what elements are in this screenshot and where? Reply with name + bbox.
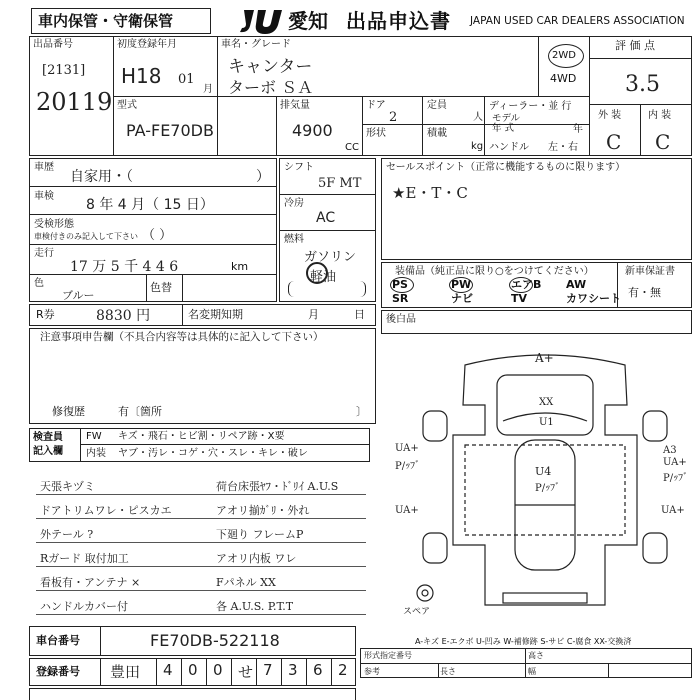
plate-cell: せ [238, 663, 254, 681]
exterior-grade: C [606, 130, 622, 154]
plate-region: 豊田 [110, 663, 141, 681]
shift-label: シフト [284, 162, 314, 173]
mileage-unit: km [231, 260, 249, 273]
plate-label: 登録番号 [36, 665, 80, 678]
ju-logo [238, 6, 288, 36]
steering-options: 左・右 [548, 142, 578, 153]
selling-points-box [381, 158, 692, 260]
registration-label: 初度登録年月 [117, 39, 177, 50]
displacement-value: 4900 [292, 121, 333, 140]
association-name: JAPAN USED CAR DEALERS ASSOCIATION [470, 15, 685, 27]
displacement-label: 排気量 [280, 100, 310, 111]
remark-right: 下廻り フレームP [216, 528, 304, 541]
plate-cell-divider [156, 658, 157, 686]
diagram-right-mark-2: UA+ [663, 457, 687, 468]
model-name: キャンター [228, 57, 313, 77]
diagram-mark-u4: U4 [535, 465, 552, 478]
doors-label: ドア [366, 100, 386, 111]
equipment-item: AW [566, 278, 587, 291]
equipment-circle-mark [449, 277, 473, 293]
equipment-item: SR [392, 292, 409, 305]
rear-items-label: 後白品 [386, 314, 416, 325]
vehicle-diagram [395, 345, 695, 635]
equipment-item: エアB [511, 278, 542, 291]
remark-rule [36, 614, 366, 615]
remark-right: アオリ内板 ワレ [216, 552, 297, 565]
plate-cell: 3 [288, 661, 298, 679]
rating-score: 3.5 [625, 72, 660, 97]
remark-left: 天張キヅミ [40, 480, 95, 493]
shift-value: 5F MT [318, 176, 362, 191]
diagram-right-mark-4: UA+ [661, 505, 685, 516]
diagram-left-mark-2: P/ｯﾌﾞ [395, 461, 421, 472]
model-year-label: モデル 年 式 [492, 113, 521, 134]
color-value: ブルー [62, 289, 95, 302]
ac-value: AC [316, 210, 336, 226]
in-items: ヤブ・汚レ・コゲ・穴・スレ・キレ・破レ [118, 448, 308, 459]
remark-right: アオリ揃ｶﾞﾘ・外れ [216, 504, 310, 517]
plate-cell: 0 [188, 661, 198, 679]
lot-sub-number: [2131] [42, 63, 86, 78]
plate-cell-divider [256, 658, 257, 686]
warranty-value: 有・無 [628, 286, 661, 299]
remark-rule [36, 494, 366, 495]
registration-month-unit: 月 [203, 84, 213, 95]
equipment-item: PS [392, 278, 408, 291]
acceptance-paren: （ ） [142, 228, 173, 243]
rating-label: 評 価 点 [615, 39, 655, 52]
plate-cell: 2 [338, 661, 348, 679]
ac-label: 冷房 [284, 198, 304, 209]
diagram-mark-xx: XX [539, 397, 554, 408]
plate-cell-divider [231, 658, 232, 686]
repair-label: 修復歴 [52, 405, 85, 418]
doors-value: 2 [389, 110, 398, 125]
fw-items: キズ・飛石・ヒビ割・リペア跡・X要 [118, 431, 285, 442]
checker-label: 検査員 記入欄 [33, 432, 63, 457]
model-label: 車名・グレード [221, 39, 291, 50]
remark-left: ドアトリムワレ・ピスカエ [40, 504, 172, 517]
interior-label: 内 装 [648, 110, 672, 121]
type-value: PA-FE70DB [126, 121, 214, 140]
type-label: 型式 [117, 100, 137, 111]
remark-left: ハンドルカバー付 [40, 600, 128, 613]
chassis-label: 車台番号 [36, 634, 80, 647]
interior-grade: C [655, 130, 671, 154]
plate-cell: 4 [163, 661, 173, 679]
selling-points-label: セールスポイント（正常に機能するものに限ります） [386, 162, 626, 173]
remark-rule [36, 590, 366, 591]
load-label: 積載 [427, 128, 447, 139]
mileage-value: 17 万 5 千 4 4 6 [70, 259, 179, 275]
acceptance-note: 車検付きのみ記入して下さい [34, 232, 138, 241]
remark-right: 荷台床張ﾔﾌ・ﾄﾞﾘｲ A.U.S [216, 480, 339, 493]
exterior-label: 外 装 [598, 110, 622, 121]
remark-rule [36, 566, 366, 567]
year-unit: 年 [573, 124, 583, 135]
usage-label: 車歴 [34, 162, 54, 173]
notes-label: 注意事項申告欄（不具合内容等は具体的に記入して下さい） [40, 331, 324, 343]
model-grade: ターボ ＳＡ [228, 78, 314, 97]
drive-alt: 4WD [550, 72, 577, 85]
diagram-mark-pbub: P/ｯﾌﾞ [535, 483, 561, 494]
fuel-other: 軽油 [310, 270, 337, 285]
usage-value: 自家用・（ [70, 169, 133, 185]
width-label: 幅 [528, 667, 536, 676]
warranty-label: 新車保証書 [625, 266, 675, 277]
fuel-label: 燃料 [284, 234, 304, 245]
repair-value: 有〔箇所 [118, 405, 162, 418]
diagram-left-mark-1: UA+ [395, 443, 419, 454]
diagram-right-mark-3: P/ｯﾌﾞ [663, 473, 689, 484]
plate-cell-divider [281, 658, 282, 686]
tax-label: 名変期知期 [188, 308, 243, 321]
capacity-label: 定員 [427, 100, 447, 111]
equipment-item: ナビ [451, 292, 473, 305]
inspection-value: 8 年 4 月（ 15 日） [86, 197, 214, 213]
size-label: 形式指定番号 [364, 651, 412, 660]
plate-cell-divider [206, 658, 207, 686]
tax-month: 月 [308, 308, 319, 321]
mileage-label: 走行 [34, 248, 54, 259]
remark-left: Rガード 取付加工 [40, 552, 129, 565]
height-label: 高さ [528, 651, 544, 660]
plate-cell: 6 [313, 661, 323, 679]
spare-label: スペア [403, 607, 431, 617]
equipment-item: TV [511, 292, 528, 305]
remark-right: Fパネル XX [216, 576, 276, 589]
registration-month: 01 [178, 72, 195, 87]
steering-label: ハンドル [489, 142, 529, 153]
equipment-circle-mark [509, 277, 533, 293]
length-label: 長さ [440, 667, 456, 676]
equipment-circle-mark [390, 277, 414, 293]
rear-items-box [381, 310, 692, 334]
form-title: 出品申込書 [346, 9, 451, 33]
registration-era-year: H18 [121, 64, 162, 88]
remark-left: 外テール ? [40, 528, 94, 541]
equipment-item: PW [451, 278, 472, 291]
remark-right: 各 A.U.S. P.T.T [216, 600, 294, 613]
plate-cell: 0 [213, 661, 223, 679]
plate-cell-divider [331, 658, 332, 686]
dealer-label: ディーラー・並 行 [489, 101, 572, 112]
remark-rule [36, 518, 366, 519]
diagram-top-mark: A+ [535, 351, 554, 365]
lot-number: 20119 [36, 88, 113, 116]
displacement-unit: CC [345, 142, 359, 153]
remark-rule [36, 542, 366, 543]
diagram-left-mark-3: UA+ [395, 505, 419, 516]
color-change-label: 色替 [150, 281, 172, 294]
plate-cell-divider [181, 658, 182, 686]
chassis-value: FE70DB-522118 [150, 631, 280, 650]
usage-close: ） [256, 169, 270, 185]
damage-legend: A-キズ E-エクボ U-凹み W-補修跡 S-サビ C-腐食 XX-交換済 [415, 637, 632, 646]
r-ticket-value: 8830 円 [96, 308, 151, 324]
load-unit: kg [471, 141, 484, 152]
diagram-right-mark-1: A3 [663, 445, 677, 456]
r-ticket-label: R券 [36, 308, 55, 321]
selling-points-value: ★E・T・C [392, 184, 468, 202]
remark-left: 看板有・アンテナ × [40, 576, 141, 589]
fw-label: FW [86, 431, 102, 442]
diagram-mark-u1: U1 [539, 417, 554, 428]
equipment-label: 装備品（純正品に限り○をつけてください） [395, 266, 594, 277]
equipment-item: カワシート [566, 292, 621, 305]
acceptance-label: 受検形態 [34, 219, 74, 230]
tax-day: 日 [354, 308, 365, 321]
lot-label: 出品番号 [33, 39, 73, 50]
drive-badge: 2WD [552, 50, 576, 61]
plate-cell: 7 [263, 661, 273, 679]
capacity-unit: 人 [473, 112, 483, 123]
color-label: 色 [34, 278, 44, 289]
org-name: 愛知 [288, 9, 328, 33]
plate-cell-divider [306, 658, 307, 686]
footer-strip [29, 688, 356, 700]
storage-label: 車内保管・守衛保管 [38, 12, 174, 30]
fuel-value: ガソリン [304, 250, 357, 265]
fuel-paren-box [288, 281, 366, 297]
in-label: 内装 [86, 448, 106, 459]
repair-close: 〕 [356, 405, 367, 418]
inspection-label: 車検 [34, 191, 54, 202]
shape-label: 形状 [366, 128, 386, 139]
ref-label: 参考 [364, 667, 380, 676]
